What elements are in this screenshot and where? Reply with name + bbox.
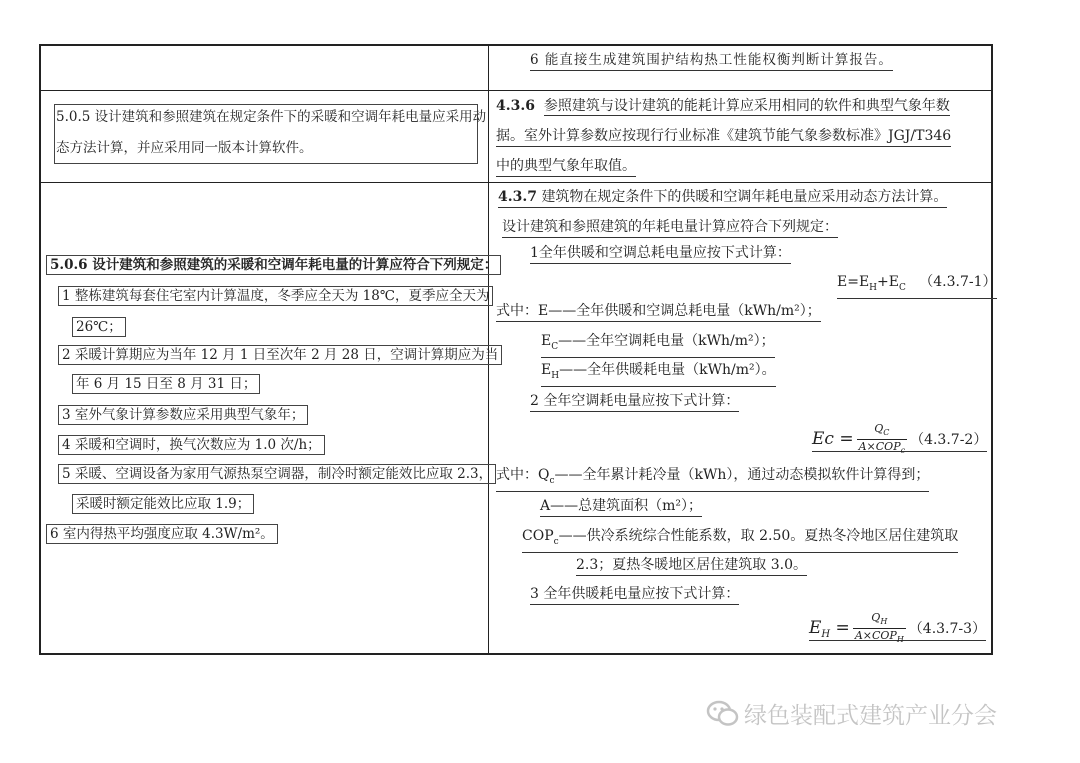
item-1-text: 1全年供暖和空调总耗电量应按下式计算： — [530, 244, 791, 264]
definition-ec — [541, 332, 775, 358]
eq-num-subscript: H — [880, 617, 888, 627]
clause-number: 4.3.7 — [498, 189, 537, 205]
eq-equals: = — [830, 617, 850, 638]
definition-copc — [522, 527, 958, 553]
watermark-text: 绿色装配式建筑产业分会 — [744, 703, 997, 729]
eq-symbol: +E — [877, 274, 899, 290]
eq-num-subscript: C — [883, 428, 890, 438]
clause-4-3-7-sub: 设计建筑和参照建筑的年耗电量计算应符合下列规定： — [502, 218, 838, 238]
item-2-text: 2 全年空调耗电量应按下式计算： — [530, 392, 739, 412]
clause-5-0-5-line1: 5.0.5 设计建筑和参照建筑在规定条件下的采暖和空调年耗电量应采用动 — [56, 109, 487, 125]
def-text: ——供冷系统综合性能系数，取 2.50。夏热冬冷地区居住建筑取 — [558, 528, 959, 544]
row-divider — [41, 182, 991, 183]
eq-denominator — [853, 629, 906, 646]
equation-4-3-7-2 — [812, 422, 987, 457]
def-text: ——全年空调耗电量（kWh/m²）； — [558, 333, 775, 349]
definition-qc — [496, 466, 929, 492]
clause-5-0-6-item: 6 室内得热平均强度应取 4.3W/m²。 — [46, 524, 278, 544]
clause-5-0-6-item: 4 采暖和空调时，换气次数应为 1.0 次/h； — [58, 435, 325, 455]
eq-den-symbol: A×COP — [854, 629, 897, 643]
clause-5-0-6-item: 5 采暖、空调设备为家用气源热泵空调器，制冷时额定能效比应取 2.3， — [58, 464, 496, 484]
comparison-table — [39, 44, 997, 655]
definition-a: A——总建筑面积（m²）； — [540, 497, 702, 517]
def-text: ——全年累计耗冷量（kWh），通过动态模拟软件计算得到； — [554, 467, 930, 483]
def-symbol: E — [541, 362, 552, 378]
clause-number: 4.3.6 — [496, 98, 535, 114]
eq-subscript: C — [898, 282, 906, 293]
clause-4-3-6-line2: 据。室外计算参数应按现行行业标准《建筑节能气象参数标准》JGJ/T346 — [496, 127, 951, 147]
eq-numerator — [853, 611, 906, 629]
eq-lhs: E — [809, 617, 822, 638]
eq-num-symbol: Q — [871, 611, 881, 624]
def-subscript: C — [551, 341, 559, 352]
clause-5-0-6-item: 1 整栋建筑每套住宅室内计算温度，冬季应全天为 18℃，夏季应全天为 — [58, 286, 493, 306]
clause-text: 参照建筑与设计建筑的能耗计算应采用相同的软件和典型气象年数 — [543, 98, 950, 114]
equation-4-3-7-3 — [809, 611, 986, 649]
clause-4-3-6-line1 — [496, 97, 950, 115]
equation-number: （4.3.7-3） — [908, 620, 987, 637]
eq-den-subscript: H — [896, 635, 904, 645]
clause-text: 建筑物在规定条件下的供暖和空调年耗电量应采用动态方法计算。 — [541, 189, 948, 205]
equation-4-3-7-1 — [837, 273, 997, 299]
wechat-icon — [706, 700, 740, 734]
row-divider — [41, 90, 991, 91]
definition-copc-cont: 2.3；夏热冬暖地区居住建筑取 3.0。 — [576, 556, 807, 576]
clause-5-0-6-item: 3 室外气象计算参数应采用典型气象年； — [58, 405, 308, 425]
eq-lhs: Ec = — [812, 428, 854, 449]
equation-body — [809, 611, 987, 645]
clause-5-0-5-line2: 态方法计算，并应采用同一版本计算软件。 — [56, 140, 313, 156]
equation-number: （4.3.7-1） — [919, 274, 997, 290]
def-subscript: c — [553, 536, 559, 547]
clause-4-3-6-line3: 中的典型气象年取值。 — [496, 157, 636, 177]
equation-number: （4.3.7-2） — [910, 431, 988, 448]
def-subscript: c — [549, 475, 555, 486]
eq-num-symbol: Q — [874, 422, 884, 435]
definition-eh — [541, 361, 776, 387]
clause-5-0-6-heading: 5.0.6 设计建筑和参照建筑的采暖和空调年耗电量的计算应符合下列规定： — [46, 255, 501, 275]
def-symbol: COP — [522, 528, 554, 544]
def-symbol: E — [541, 333, 552, 349]
def-subscript: H — [551, 370, 560, 381]
eq-den-symbol: A×COP — [858, 440, 901, 454]
definition-e: 式中：E——全年供暖和空调总耗电量（kWh/m²）； — [496, 302, 821, 322]
eq-numerator — [857, 422, 907, 440]
eq-fraction — [857, 422, 907, 457]
clause-5-0-6-item: 年 6 月 15 日至 8 月 31 日； — [72, 374, 260, 394]
clause-5-0-6-item: 26℃； — [72, 317, 126, 337]
item-6-text: 6 能直接生成建筑围护结构热工性能权衡判断计算报告。 — [530, 51, 893, 71]
item-3-text: 3 全年供暖耗电量应按下式计算： — [530, 585, 739, 605]
clause-5-0-6-item: 2 采暖计算期应为当年 12 月 1 日至次年 2 月 28 日，空调计算期应为当 — [58, 345, 502, 365]
eq-denominator — [857, 440, 907, 457]
eq-den-subscript: c — [900, 446, 906, 456]
eq-subscript: H — [869, 282, 878, 293]
eq-lhs-subscript: H — [821, 628, 831, 640]
clause-5-0-6-item: 采暖时额定能效比应取 1.9； — [72, 494, 254, 514]
clause-4-3-7-heading — [498, 188, 947, 208]
watermark — [706, 697, 997, 734]
def-text: ——全年供暖耗电量（kWh/m²）。 — [559, 362, 776, 378]
def-symbol: 式中：Q — [496, 467, 550, 483]
eq-symbol: E=E — [837, 274, 870, 290]
equation-body — [812, 422, 988, 456]
eq-fraction — [853, 611, 906, 646]
